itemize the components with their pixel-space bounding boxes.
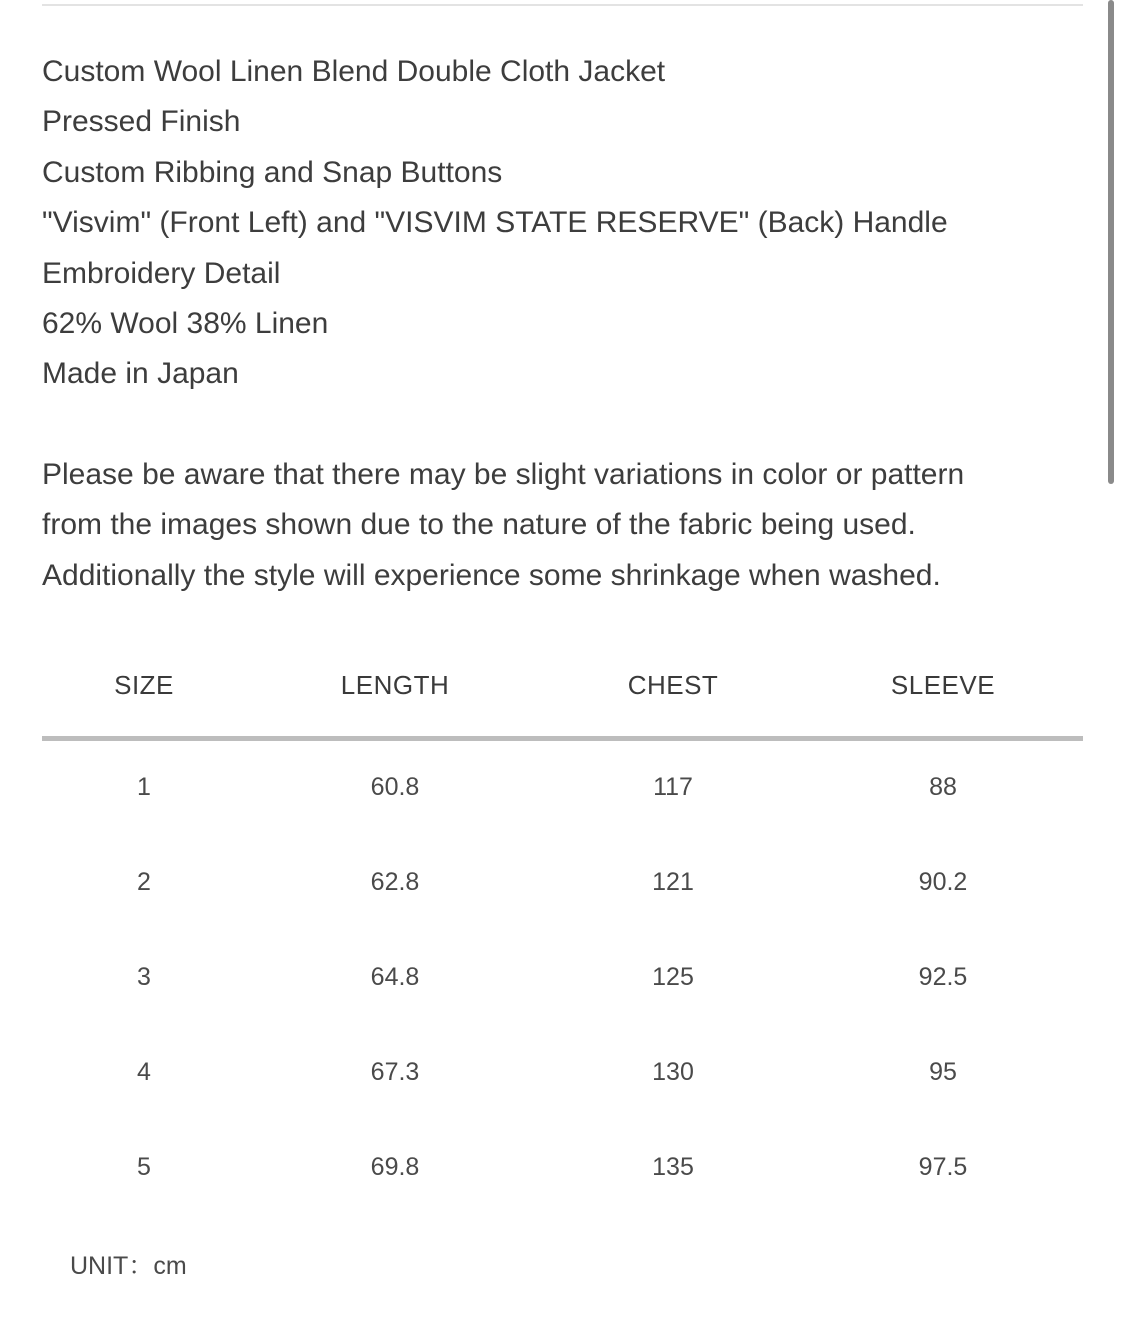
cell-chest: 130 — [652, 1058, 694, 1086]
table-row — [42, 836, 1083, 931]
cell-sleeve: 90.2 — [918, 868, 968, 896]
cell-size: 2 — [137, 868, 151, 896]
cell-size: 3 — [137, 963, 151, 991]
cell-length: 60.8 — [370, 773, 420, 801]
cell-length: 62.8 — [370, 868, 420, 896]
cell-length: 69.8 — [370, 1153, 420, 1181]
cell-sleeve: 95 — [929, 1058, 957, 1086]
cell-size: 5 — [137, 1153, 151, 1181]
detail-line: Pressed Finish — [42, 105, 241, 139]
top-divider — [42, 4, 1083, 6]
scrollbar-thumb[interactable] — [1108, 0, 1114, 484]
cell-size: 4 — [137, 1058, 151, 1086]
header-sleeve: SLEEVE — [890, 670, 996, 700]
table-row — [42, 741, 1083, 836]
product-details-list — [42, 47, 948, 400]
size-chart-table — [42, 650, 1083, 1216]
header-chest: CHEST — [627, 670, 719, 700]
cell-sleeve: 92.5 — [918, 963, 968, 991]
cell-length: 67.3 — [370, 1058, 420, 1086]
table-row — [42, 1121, 1083, 1216]
detail-line: Custom Wool Linen Blend Double Cloth Jacket — [42, 55, 666, 88]
cell-size: 1 — [137, 773, 151, 801]
table-row — [42, 1026, 1083, 1121]
cell-chest: 135 — [652, 1153, 694, 1181]
cell-chest: 117 — [653, 773, 693, 801]
cell-chest: 125 — [652, 963, 694, 991]
cell-sleeve: 88 — [929, 773, 957, 801]
cell-chest: 121 — [652, 868, 694, 896]
unit-label: UNIT：cm — [70, 1252, 187, 1280]
cell-sleeve: 97.5 — [918, 1153, 968, 1181]
notice-line: Please be aware that there may be slight variations in color or pattern — [42, 458, 965, 491]
detail-line: Embroidery Detail — [42, 256, 281, 290]
header-size: SIZE — [114, 670, 174, 700]
table-row — [42, 931, 1083, 1026]
detail-line: Made in Japan — [42, 357, 239, 391]
detail-line: 62% Wool 38% Linen — [42, 307, 329, 341]
detail-line: Custom Ribbing and Snap Buttons — [42, 155, 503, 189]
detail-line: "Visvim" (Front Left) and "VISVIM STATE RESERVE" (Back) Handle — [42, 206, 948, 240]
notice-line: from the images shown due to the nature of the fabric being used. — [42, 508, 916, 542]
fabric-notice — [42, 450, 1092, 601]
notice-line: Additionally the style will experience some shrinkage when washed. — [42, 558, 941, 592]
header-length: LENGTH — [340, 670, 450, 700]
cell-length: 64.8 — [370, 963, 420, 991]
table-header-row — [42, 650, 1083, 736]
